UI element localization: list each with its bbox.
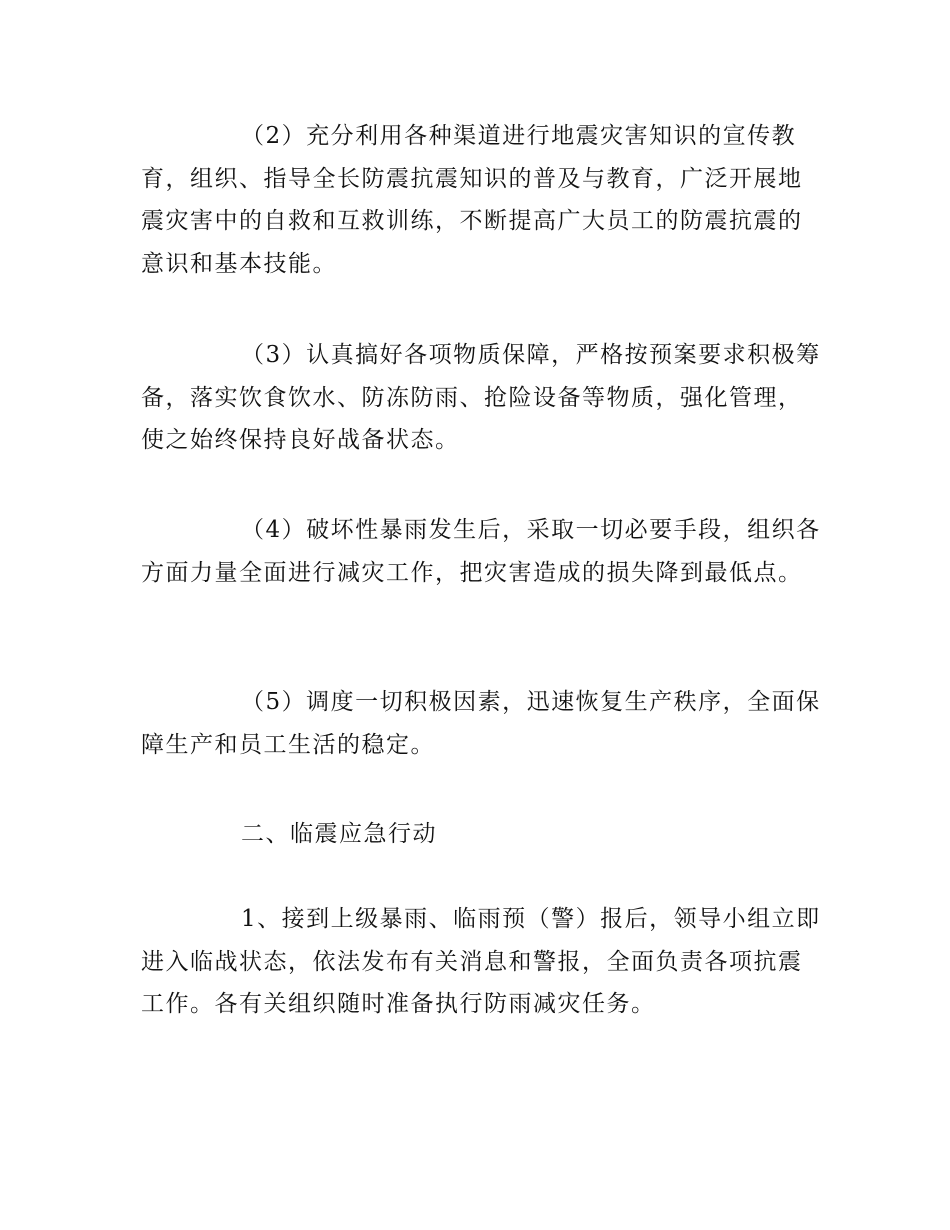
- section-heading: 二、临震应急行动: [241, 821, 437, 847]
- paragraph-item-2: （2）充分利用各种渠道进行地震灾害知识的宣传教育，组织、指导全长防震抗震知识的普及与教育，广泛开展地震灾害中的自救和互救训练，不断提高广大员工的防震抗震的意识和基本技能。: [141, 123, 803, 277]
- paragraph-item-5: （5）调度一切积极因素，迅速恢复生产秩序，全面保障生产和员工生活的稳定。: [141, 689, 821, 758]
- paragraph-item-3: （3）认真搞好各项物质保障，严格按预案要求积极筹备，落实饮食饮水、防冻防雨、抢险设备等物质，强化管理，使之始终保持良好战备状态。: [141, 342, 821, 453]
- paragraph-item-4: （4）破坏性暴雨发生后，采取一切必要手段，组织各方面力量全面进行减灾工作，把灾害造成的损失降到最低点。: [141, 517, 821, 586]
- paragraph-step-1: 1、接到上级暴雨、临雨预（警）报后，领导小组立即进入临战状态，依法发布有关消息和警报，全面负责各项抗震工作。各有关组织随时准备执行防雨减灾任务。: [141, 906, 821, 1017]
